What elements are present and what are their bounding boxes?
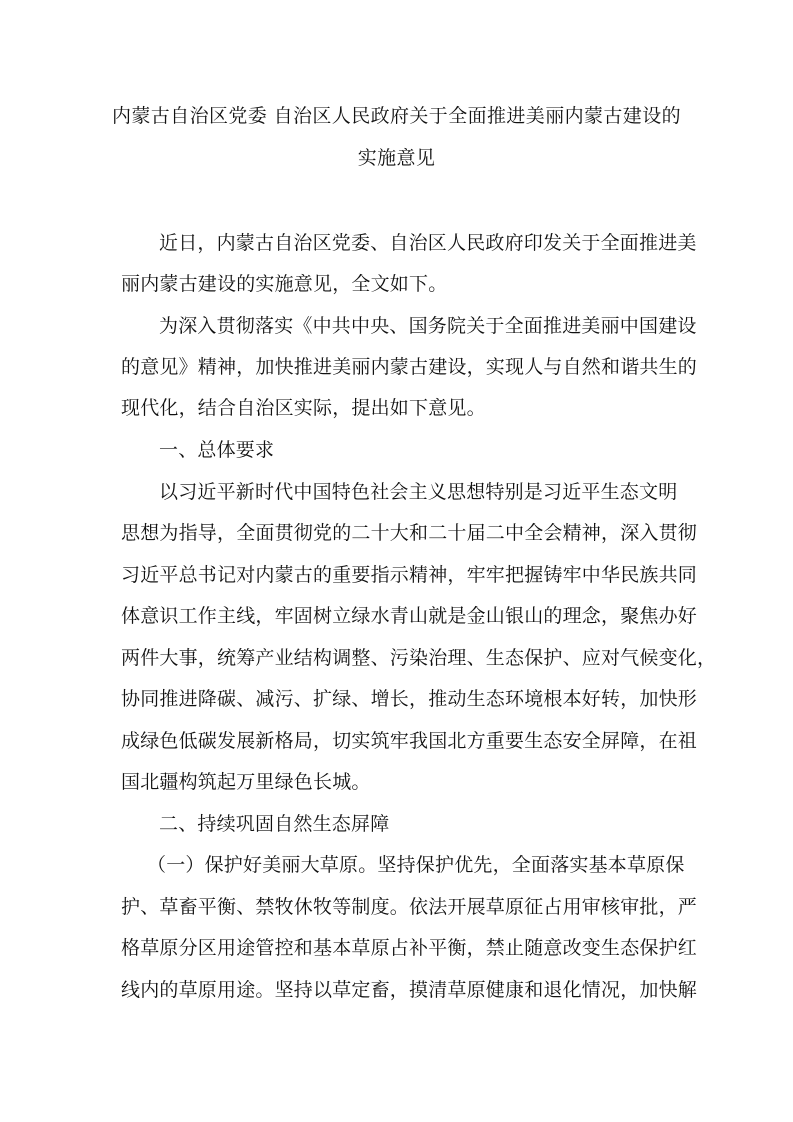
section-heading-2: 二、持续巩固自然生态屏障 (159, 813, 390, 835)
document-title-line-2: 实施意见 (357, 147, 436, 169)
section-2-line-2: 护、草畜平衡、禁牧休牧等制度。依法开展草原征占用审核审批，严 (121, 896, 698, 918)
section-1-line-7: 成绿色低碳发展新格局，切实筑牢我国北方重要生态安全屏障，在祖 (121, 730, 698, 752)
section-1-line-1: 以习近平新时代中国特色社会主义思想特别是习近平生态文明 (159, 481, 678, 503)
section-2-line-4: 线内的草原用途。坚持以草定畜，摸清草原健康和退化情况，加快解 (121, 979, 698, 1001)
section-2-line-1: （一）保护好美丽大草原。坚持保护优先，全面落实基本草原保 (147, 854, 685, 876)
section-1-line-8: 国北疆构筑起万里绿色长城。 (121, 771, 371, 793)
intro-line-1: 近日，内蒙古自治区党委、自治区人民政府印发关于全面推进美 (159, 232, 697, 254)
section-1-line-4: 体意识工作主线，牢固树立绿水青山就是金山银山的理念，聚焦办好 (121, 605, 698, 627)
section-1-line-3: 习近平总书记对内蒙古的重要指示精神，牢牢把握铸牢中华民族共同 (121, 564, 698, 586)
section-1-line-5: 两件大事，统筹产业结构调整、污染治理、生态保护、应对气候变化， (121, 647, 717, 669)
section-1-line-6: 协同推进降碳、减污、扩绿、增长，推动生态环境根本好转，加快形 (121, 688, 698, 710)
preamble-line-1: 为深入贯彻落实《中共中央、国务院关于全面推进美丽中国建设 (159, 315, 697, 337)
intro-line-2: 丽内蒙古建设的实施意见，全文如下。 (121, 273, 448, 295)
section-heading-1: 一、总体要求 (159, 439, 275, 461)
preamble-line-3: 现代化，结合自治区实际，提出如下意见。 (121, 397, 486, 419)
preamble-line-2: 的意见》精神，加快推进美丽内蒙古建设，实现人与自然和谐共生的 (121, 356, 698, 378)
document-title-line-1: 内蒙古自治区党委 自治区人民政府关于全面推进美丽内蒙古建设的 (111, 105, 682, 127)
section-2-line-3: 格草原分区用途管控和基本草原占补平衡，禁止随意改变生态保护红 (121, 937, 698, 959)
section-1-line-2: 思想为指导，全面贯彻党的二十大和二十届二中全会精神，深入贯彻 (121, 522, 698, 544)
